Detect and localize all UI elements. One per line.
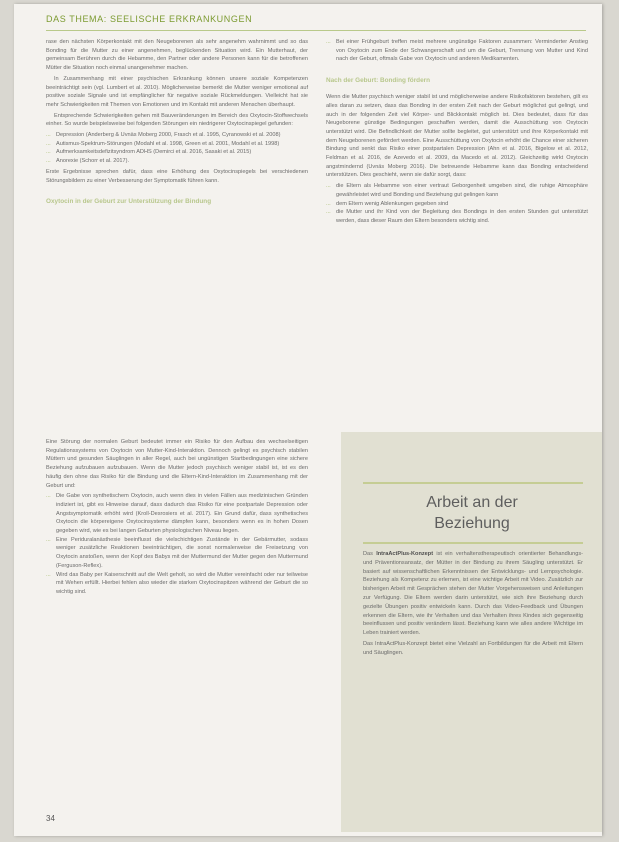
list-item: ... Eine Periduralanästhesie beeinflusst die vielschichtigen Zustände in der Gebärmutter, sodass weniger zusätzliche Reaktionen beeinträchtigen, die sonst normalerweise die Freisetzung von Oxytocin anstoßen, wenn der Kopf des Babys mit der Muttermund der Mutter gegen den Muttermund (Ferguson-Reflex).: [46, 536, 308, 571]
box-top-rule: [363, 482, 583, 484]
right-column-top: [326, 38, 588, 228]
left-column-bottom: [46, 438, 308, 599]
info-box-text: [363, 550, 583, 660]
paragraph: Erste Ergebnisse sprechen dafür, dass eine Erhöhung des Oxytocinspiegels bei verschiedenen Störungsbildern zu einer Verbesserung der Symptomatik führen kann.: [46, 168, 308, 184]
concept-term: IntraActPlus-Konzept: [376, 551, 434, 557]
paragraph: rase den nächsten Körperkontakt mit den Neugeborenen als sehr angenehm wahrnimmt und so das Bonding für die Mutter zu einer angenehmen, beglückenden Situation wird. Ein Mutterhaut, der gemeinsam Berühren durch die Hebamme, den Partner oder andere Personen kann für die betroffenen Mütter die Situation noch einmal unangenehmer machen.: [46, 39, 308, 72]
list-item: ... Depression (Anderberg & Uvnäs Moberg 2000, Frasch et al. 1995, Cyranowski et al. 2008): [46, 131, 308, 140]
preterm-list: [326, 38, 588, 64]
subheading: Nach der Geburt: Bonding fördern: [326, 77, 431, 85]
list-item: ... Aufmerksamkeitsdefizitsyndrom ADHS (Demirci et al. 2016, Sasaki et al. 2015): [46, 148, 308, 157]
list-item: ... die Mutter und ihr Kind von der Begleitung des Bondings in den ersten Stunden gut unterstützt werden, dass dieser Raum den Eltern besonders wichtig sind.: [326, 208, 588, 225]
info-box-title-line: Beziehung: [434, 515, 510, 532]
info-box-title-line: Arbeit an der: [426, 494, 518, 511]
disorder-list: [46, 131, 308, 166]
header-rule: [46, 30, 586, 31]
paragraph: In Zusammenhang mit einer psychischen Erkrankung können unsere soziale Kompetenzen beeinträchtigt sein (vgl. Lumbert et al. 2010). Möglicherweise bemerkt die Mutter weniger emotional auf positive soziale Signale und ist empfänglicher für negative soziale Rückmeldungen. Vielleicht hat sie mehr Schwierigkeiten mit Themen von Emotionen und im Kontakt mit anderen Menschen überhaupt.: [46, 75, 308, 108]
list-item: ... Die Gabe von synthetischem Oxytocin, auch wenn dies in vielen Fällen aus medizinischen Gründen indiziert ist, gibt es Hinweise darauf, dass dadurch das Risiko für eine postpartale Depression oder Angstsymptomatik erhöht wird (Kroll-Desrosiers et al. 2017). Ein Grund dafür, dass synthetisches Oxytocin die körpereigene Oxytocinsysteme dämpfen kann, besonders wenn es in hohen Dosen gegeben wird, wie es bei langen Geburten physiologischen Niveau liegen.: [46, 492, 308, 536]
birth-factor-list: [46, 492, 308, 596]
list-item: ... Wird das Baby per Kaiserschnitt auf die Welt geholt, so wird die Mutter vereinfacht oder nur teilweise mit Wehen erfüllt. Hierbei fehlen also wieder die starken Oxytocinspitzen während der Geburt die so wichtig sind.: [46, 571, 308, 597]
left-column-top: [46, 38, 308, 214]
info-box: [341, 432, 602, 832]
page-number: 34: [46, 814, 55, 823]
info-box-paragraph: Das IntraActPlus-Konzept bietet eine Vielzahl an Fortbildungen für die Arbeit mit Eltern und Säuglingen.: [363, 640, 583, 656]
list-item: ... die Eltern als Hebamme von einer vertraut Geborgenheit umgeben sind, die ruhige Atmosphäre gewährleistet wird und Bonding und Beziehung gut gelingen kann: [326, 182, 588, 199]
paragraph: Entsprechende Schwierigkeiten gehen mit Bauveränderungen im Bereich des Oxytocin-Stoffwechsels einher. So wurde beispielsweise bei folgenden Störungen ein niedrigerer Oxytocinspiegel gefunden:: [46, 112, 308, 128]
paragraph: Wenn die Mutter psychisch weniger stabil ist und möglicherweise andere Risikofaktoren bestehen, gilt es alles daran zu setzen, dass das Bonding in der ersten Zeit nach der Geburt möglichst gut gelingt, und auch in der folgenden Zeit viel Körper- und Blickkontakt möglich ist. Dies bedeutet, dass für das Neugeborene günstige Bedingungen geschaffen werden, damit die Ausschüttung von Oxytocin unterstützt wird. Die Befindlichkeit der Mutter sollte begleitet, gut unterstützt und ihre Körperkontakt mit dem Neugeborenen gefördert werden. Eine Ausschüttung von Oxytocin erhöht die Chance einer sicheren Bindung und senkt das Risiko einer postpartalen Depression (Ahn et al. 2016, Bigelow et al. 2012, Feldman et al. 2016, de Azevedo et al. 2009, da Macedo et al. 2012). Gleichzeitig wirkt Oxytocin angstmindernd (Uvnäs Moberg 2016). Die betreuende Hebamme kann das Bonding entscheidend unterstützen. Dies geschieht, wenn sie dafür sorgt, dass:: [326, 94, 588, 179]
list-item: ... dem Eltern wenig Ablenkungen gegeben sind: [326, 200, 588, 209]
bonding-list: [326, 182, 588, 226]
magazine-page: [14, 4, 602, 836]
paragraph-lead-in: Das: [363, 551, 377, 557]
info-box-title: [341, 492, 602, 534]
list-item: ... Anorexie (Schorr et al. 2017).: [46, 157, 308, 166]
paragraph-body: ist ein verhaltenstherapeutisch orientierter Behandlungs- und Präventionsansatz, der Mütter in der Bindung zu ihrem Säugling unterstützt. Er basiert auf wissenschaftlichen Erkenntnissen der Entwicklungs- und Lernpsychologie. Beziehung als Kompetenz zu erlernen, ist eine wichtige Arbeit mit Video. Zusätzlich zur bisherigen Arbeit mit Gesprächen stehen der Mutter Vorgehensweisen und Anleitungen zur Verfügung. Die Eltern werden darin unterstützt, wie sich ihre Beziehung durch gezielte Übungen positiv entwickeln kann. Durch das Video-Feedback und Übungen erkennen die Eltern, wie ihr Verhalten und das Verhalten ihres Kindes sich gegenseitig beeinflussen und positiv verändern lässt. Beziehung kann wie alles andere Wichtige im Leben trainiert werden.: [363, 551, 583, 637]
list-item: ... Bei einer Frühgeburt treffen meist mehrere ungünstige Faktoren zusammen: Verminderter Anstieg von Oxytocin zum Ende der Schwangerschaft und um die Geburt, Trennung von Mutter und Kind nach der Geburt, oftmals Gabe von Oxytocin und anderen Medikamenten.: [326, 38, 588, 64]
box-bottom-rule: [363, 542, 583, 544]
list-item: ... Autismus-Spektrum-Störungen (Modahl et al. 1998, Green et al. 2001, Modahl et al. 1998): [46, 140, 308, 149]
subheading: Oxytocin in der Geburt zur Unterstützung der Bindung: [46, 198, 212, 206]
info-box-paragraph: [363, 550, 583, 638]
paragraph: Eine Störung der normalen Geburt bedeutet immer ein Risiko für den Aufbau des wechselseitigen Regulationssystems von Oxytocin von Mutter-Kind-Interaktion. Dennoch gelingt es psychisch stabilen Müttern und gesunden Säuglingen in aller Regel, auch bei ungünstigen Startbedingungen eine sichere Beziehung aufzubauen aufzubauen. Wenn die Mutter jedoch psychisch weniger stabil ist, ist es den häufig den ohne das Risiko für die Bindung und die Eltern-Kind-Interaktion im Zusammenhang mit der Geburt und:: [46, 439, 308, 489]
section-header: DAS THEMA: SEELISCHE ERKRANKUNGEN: [46, 14, 253, 24]
